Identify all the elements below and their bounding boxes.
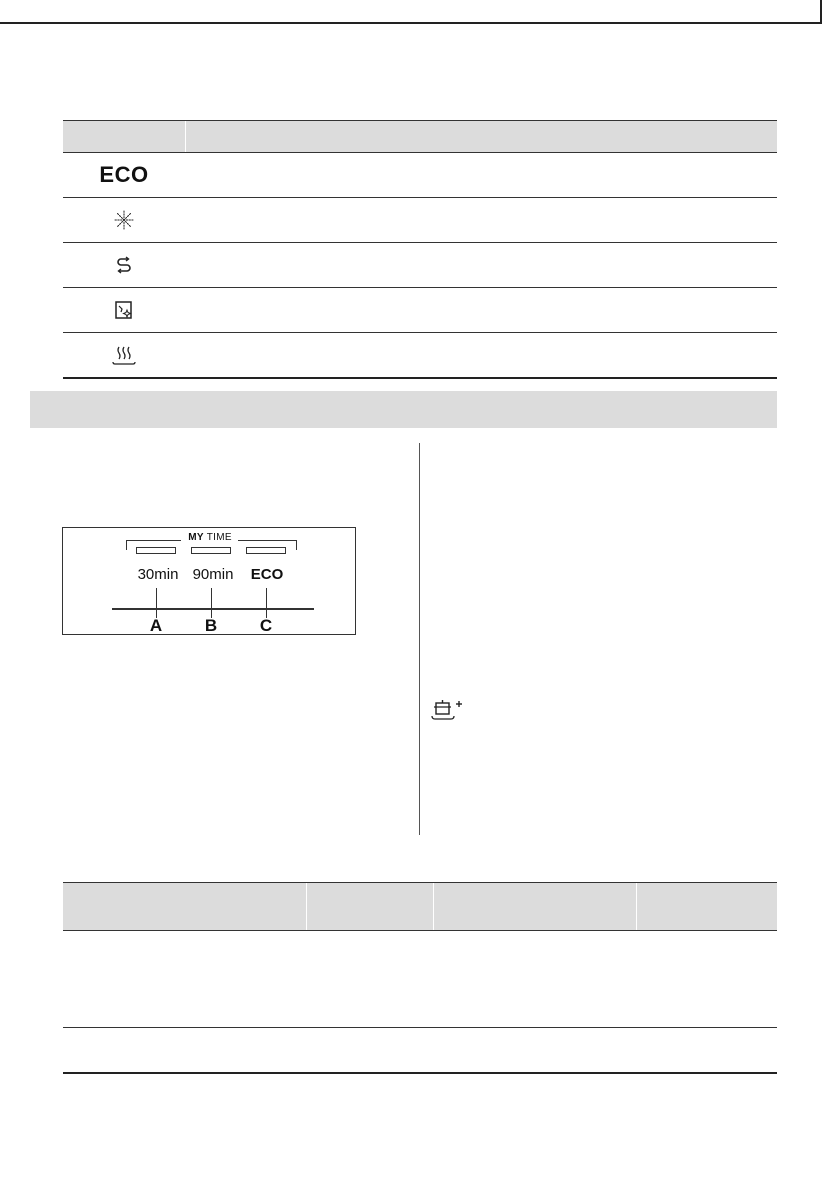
- indicator-light-a: [136, 547, 176, 554]
- callout-letter-b: B: [204, 616, 218, 635]
- table-row: [63, 288, 777, 333]
- touch-bar-line: [112, 608, 314, 610]
- loop-arrows-icon: [63, 243, 185, 287]
- icon-table: [63, 120, 777, 379]
- table-row: [63, 153, 777, 198]
- table-row: [63, 930, 777, 1027]
- top-rule: [0, 22, 820, 24]
- steam-dry-icon: [63, 333, 185, 377]
- glass-sparkle-icon: [63, 288, 185, 332]
- option-label-eco: ECO: [250, 566, 284, 583]
- icon-table-header: [63, 120, 777, 153]
- callout-letter-c: C: [259, 616, 273, 635]
- callout-letter-a: A: [149, 616, 163, 635]
- table-row: [63, 243, 777, 288]
- indicator-light-c: [246, 547, 286, 554]
- sparkle-icon: [63, 198, 185, 242]
- option-label-90min: 90min: [192, 566, 234, 583]
- indicator-light-b: [191, 547, 231, 554]
- mytime-label: MY TIME: [188, 532, 232, 543]
- table-row: [63, 1027, 777, 1074]
- bottom-table-header: [63, 882, 777, 930]
- top-rule-end: [820, 0, 822, 24]
- section-header-bar: [30, 391, 777, 428]
- eco-text-icon: ECO: [99, 162, 149, 187]
- table-row: [63, 333, 777, 379]
- bottom-table: [63, 882, 777, 1074]
- table-row: [63, 198, 777, 243]
- column-divider: [419, 443, 420, 835]
- option-label-30min: 30min: [137, 566, 179, 583]
- extra-power-icon: [430, 699, 464, 725]
